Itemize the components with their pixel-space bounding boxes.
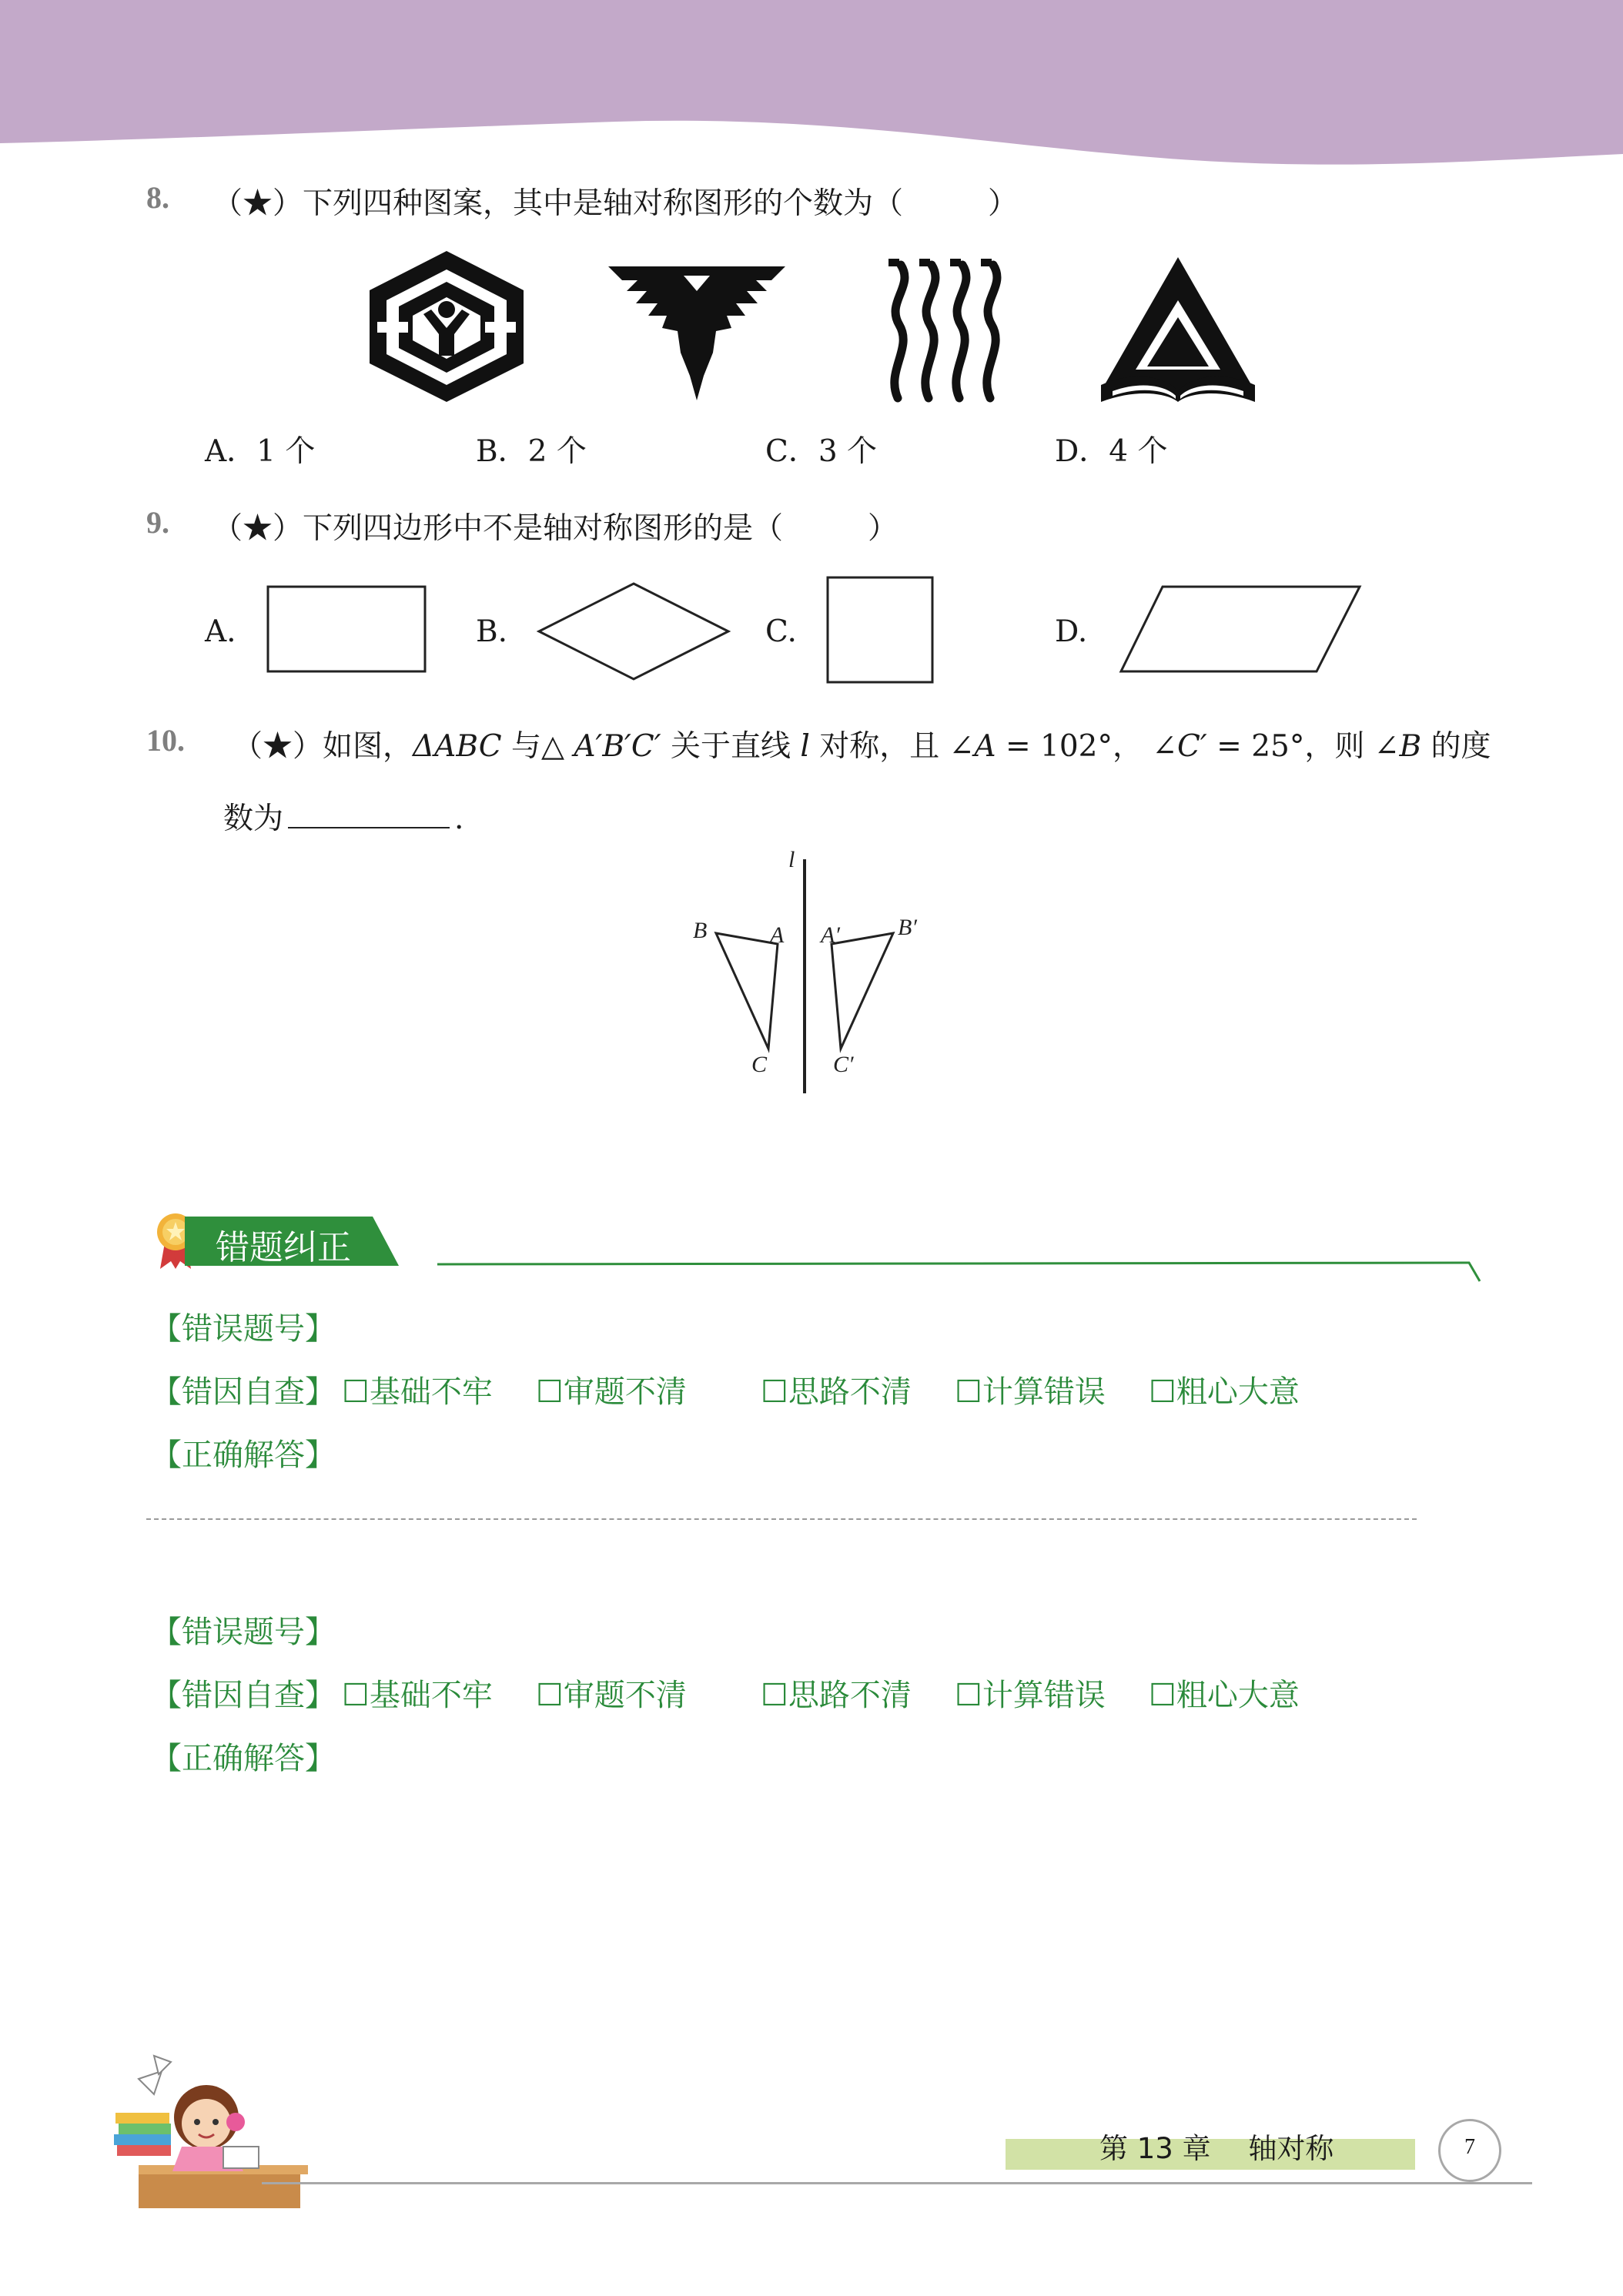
block2-reason-label: 【错因自查】 xyxy=(151,1678,336,1713)
q10-l1-m: 的度 xyxy=(1421,729,1491,764)
block1-reason-approach-checkbox[interactable]: ☐思路不清 xyxy=(761,1374,912,1410)
q10-l1-k: = 25°，则 ∠ xyxy=(1206,729,1400,764)
footer-chapter-title: 第 13 章 轴对称 xyxy=(1099,2132,1334,2165)
q10-l1-g: 对称，且 ∠ xyxy=(809,729,975,764)
q10-figure-symmetric-triangles xyxy=(678,847,939,1101)
block1-reason-calculation-checkbox[interactable]: ☐计算错误 xyxy=(955,1374,1106,1410)
q9-number: 9. xyxy=(146,505,169,540)
block1-reasons xyxy=(151,1367,1300,1411)
q8-option-b[interactable]: B．2 个 xyxy=(476,434,587,469)
q10-l1-f: l xyxy=(800,729,810,764)
q10-number: 10. xyxy=(146,723,185,758)
q9-stem: （★）下列四边形中不是轴对称图形的是（ xyxy=(212,511,784,546)
q10-l1-e: 关于直线 xyxy=(661,729,801,764)
page-number: 7 xyxy=(1464,2135,1475,2159)
q9-option-d-label[interactable]: D. xyxy=(1055,614,1088,649)
q8-figure-hexagon-emblem xyxy=(362,248,531,406)
section-divider xyxy=(146,1518,1417,1520)
correction-banner-title: 错题纠正 xyxy=(216,1228,351,1267)
q10-label-c: C xyxy=(751,1052,768,1077)
q10-answer-blank[interactable] xyxy=(288,801,450,828)
block2-reason-reading-checkbox[interactable]: ☐审题不清 xyxy=(536,1678,687,1713)
q9-text xyxy=(212,504,898,547)
q10-l1-h: A xyxy=(974,729,996,764)
q9-close-paren: ） xyxy=(868,511,899,546)
q10-l1-a: （★）如图， xyxy=(233,729,413,764)
q10-label-l: l xyxy=(788,847,795,872)
q10-l1-l: B xyxy=(1399,729,1422,764)
block2-wrong-number-label: 【错误题号】 xyxy=(151,1615,336,1650)
q8-stem: （★）下列四种图案，其中是轴对称图形的个数为（ xyxy=(212,186,904,221)
q9-option-b-label[interactable]: B. xyxy=(476,614,508,649)
q10-label-a-prime: A′ xyxy=(821,922,840,948)
q10-label-a: A xyxy=(770,922,785,948)
q10-l2-a: 数为 xyxy=(223,802,284,836)
q10-label-b-prime: B′ xyxy=(898,915,917,940)
q8-number: 8. xyxy=(146,180,169,215)
q8-option-c[interactable]: C．3 个 xyxy=(765,434,878,469)
q8-figure-wavy-lines xyxy=(878,256,1009,406)
block1-reason-label: 【错因自查】 xyxy=(151,1374,336,1410)
block1-reason-careless-checkbox[interactable]: ☐粗心大意 xyxy=(1149,1374,1300,1410)
block1-wrong-number xyxy=(151,1304,336,1348)
q9-shape-square xyxy=(826,576,934,684)
q8-figure-triangle-book xyxy=(1097,254,1259,404)
block1-reason-reading-checkbox[interactable]: ☐审题不清 xyxy=(536,1374,687,1410)
q8-close-paren: ） xyxy=(988,186,1019,221)
header-wave xyxy=(0,0,1623,177)
q10-label-b: B xyxy=(693,918,708,943)
q8-option-d[interactable]: D．4 个 xyxy=(1055,434,1168,469)
block2-reason-careless-checkbox[interactable]: ☐粗心大意 xyxy=(1149,1678,1300,1713)
block1-reason-basics-checkbox[interactable]: ☐基础不牢 xyxy=(342,1374,493,1410)
q10-label-c-prime: C′ xyxy=(833,1052,854,1077)
q9-shape-parallelogram xyxy=(1118,584,1363,676)
block1-answer xyxy=(151,1431,336,1474)
q9-option-c-label[interactable]: C. xyxy=(765,614,797,649)
block2-reason-approach-checkbox[interactable]: ☐思路不清 xyxy=(761,1678,912,1713)
q8-text xyxy=(212,179,1018,223)
q10-l1-d: A′B′C′ xyxy=(574,729,661,764)
block2-answer-label: 【正确解答】 xyxy=(151,1741,336,1776)
block1-answer-label: 【正确解答】 xyxy=(151,1438,336,1473)
q9-option-a-label[interactable]: A. xyxy=(205,614,236,649)
q10-line1 xyxy=(233,722,1491,765)
footer-rule xyxy=(262,2182,1532,2184)
q10-l1-j: C′ xyxy=(1177,729,1207,764)
q9-shape-rectangle xyxy=(266,585,428,674)
q8-option-a[interactable]: A．1 个 xyxy=(205,434,316,469)
q10-l1-i: = 102°， ∠ xyxy=(996,729,1178,764)
q10-line2 xyxy=(223,795,463,838)
block2-answer xyxy=(151,1734,336,1778)
q8-figure-wings xyxy=(608,260,785,403)
block1-wrong-number-label: 【错误题号】 xyxy=(151,1311,336,1347)
q10-l1-c: 与△ xyxy=(501,729,574,764)
block2-wrong-number xyxy=(151,1608,336,1652)
q10-l1-b: ΔABC xyxy=(413,729,502,764)
block2-reason-calculation-checkbox[interactable]: ☐计算错误 xyxy=(955,1678,1106,1713)
q10-l2-b: . xyxy=(454,802,464,836)
block2-reason-basics-checkbox[interactable]: ☐基础不牢 xyxy=(342,1678,493,1713)
banner-rule xyxy=(437,1255,1484,1286)
block2-reasons xyxy=(151,1671,1300,1715)
student-illustration xyxy=(108,2048,331,2217)
q9-shape-rhombus xyxy=(536,581,731,682)
